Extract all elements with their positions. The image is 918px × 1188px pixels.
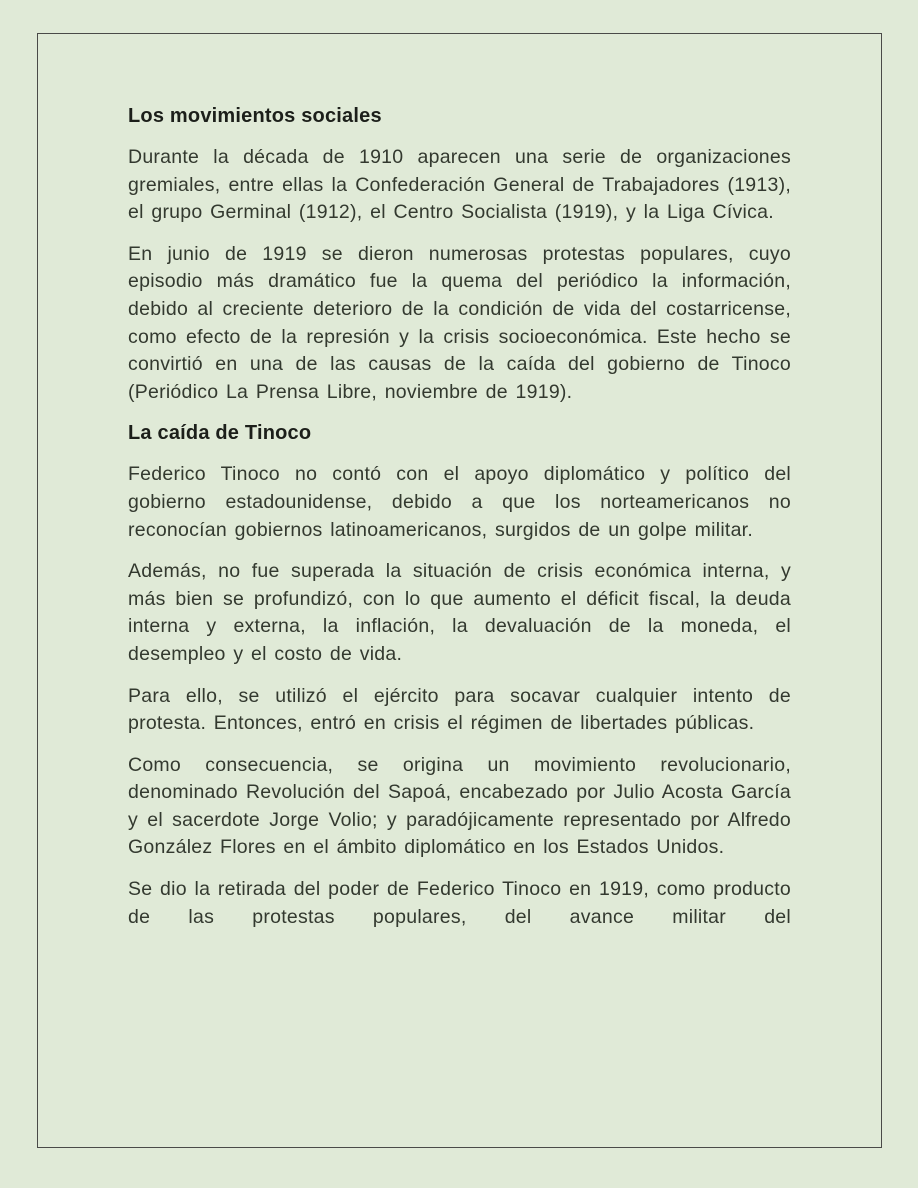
paragraph: Se dio la retirada del poder de Federico Tinoco en 1919, como producto de las protestas populares, del avance militar del <box>128 878 791 928</box>
paragraph: Como consecuencia, se origina un movimiento revolucionario, denominado Revolución del Sapoá, encabezado por Julio Acosta García y el sacerdote Jorge Volio; y paradójicamente representado por Alfredo González Flores en el ámbito diplomático en los Estados Unidos. <box>128 753 791 859</box>
text-column <box>128 103 791 931</box>
paragraph: Además, no fue superada la situación de crisis económica interna, y más bien se profundizó, con lo que aumento el déficit fiscal, la deuda interna y externa, la inflación, la devaluación de la moneda, el desempleo y el costo de vida. <box>128 560 791 665</box>
section-heading-movimientos-sociales: Los movimientos sociales <box>128 105 382 127</box>
paragraph: Para ello, se utilizó el ejército para socavar cualquier intento de protesta. Entonces, entró en crisis el régimen de libertades públicas. <box>128 684 791 735</box>
paragraph: Durante la década de 1910 aparecen una serie de organizaciones gremiales, entre ellas la Confederación General de Trabajadores (1913), el grupo Germinal (1912), el Centro Socialista (1919), y la Liga Cívica. <box>128 146 791 224</box>
page-frame <box>37 33 882 1148</box>
paragraph: En junio de 1919 se dieron numerosas protestas populares, cuyo episodio más dramático fue la quema del periódico la información, debido al creciente deterioro de la condición de vida del costarricense, como efecto de la represión y la crisis socioeconómica. Este hecho se convirtió en una de las causas de la caída del gobierno de Tinoco (Periódico La Prensa Libre, noviembre de 1919). <box>128 242 791 403</box>
section-heading-caida-de-tinoco: La caída de Tinoco <box>128 422 312 445</box>
paragraph: Federico Tinoco no contó con el apoyo diplomático y político del gobierno estadounidense, debido a que los norteamericanos no reconocían gobiernos latinoamericanos, surgidos de un golpe militar. <box>128 463 791 541</box>
